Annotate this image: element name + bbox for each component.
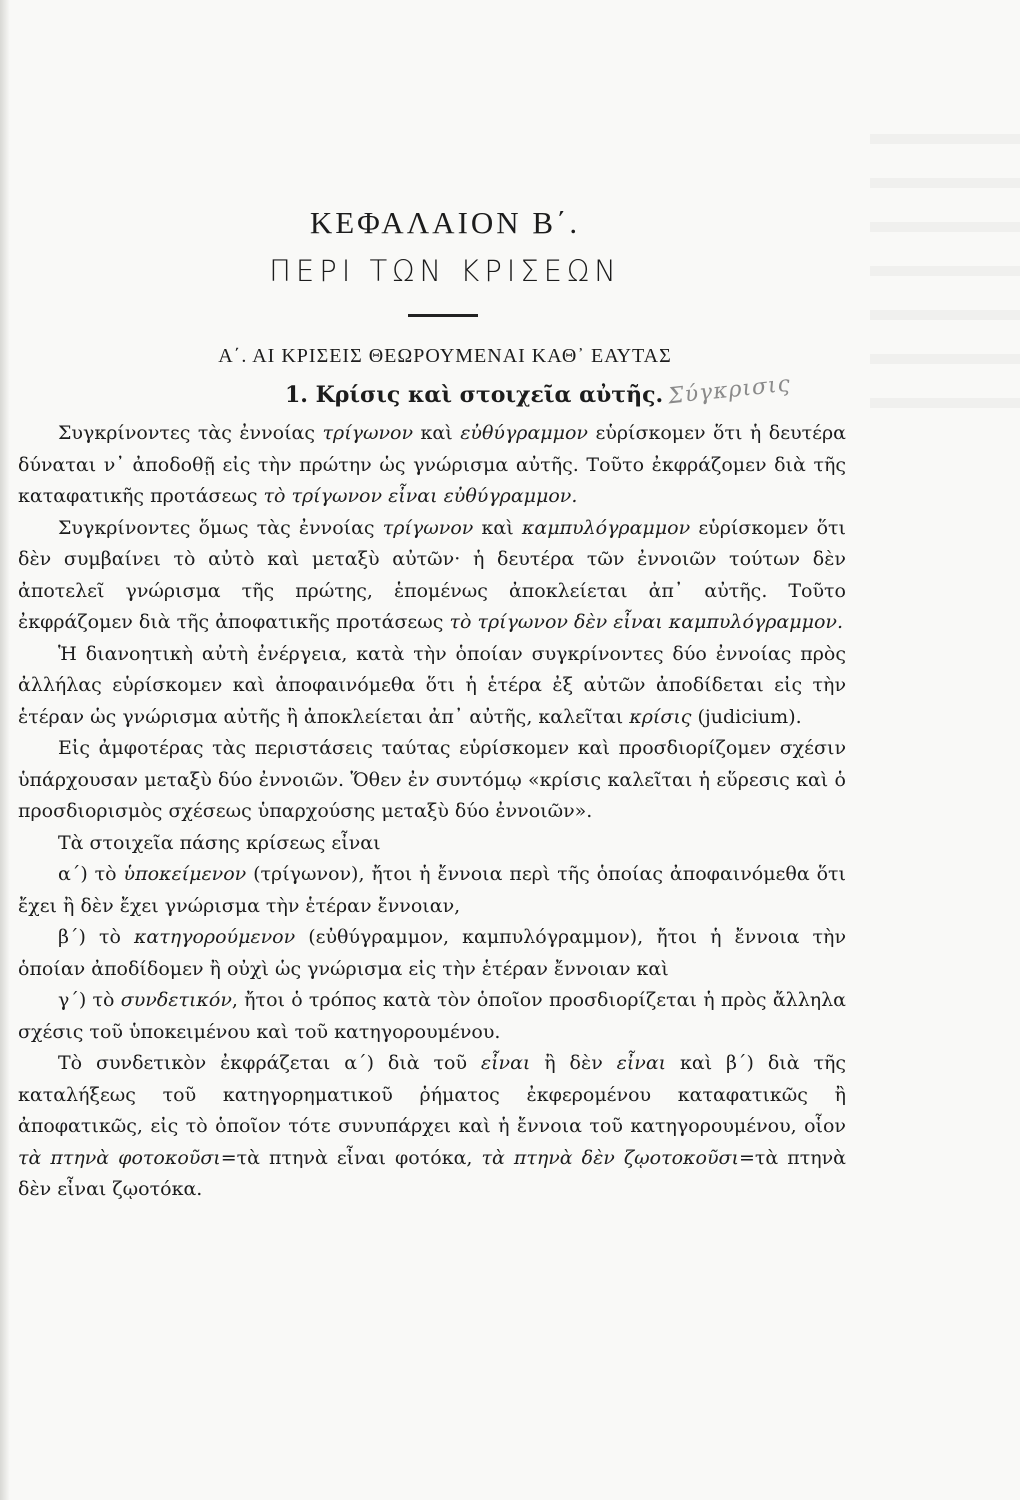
paragraph (18, 513, 846, 639)
emphasized-text: εἶναι (480, 1052, 531, 1074)
text-run: =τὰ πτηνὰ δὲν εἶναι ζῳοτόκα. (18, 1146, 846, 1200)
text-run: (εὐθύγραμμον, καμπυλόγραμμον), ἤτοι ἡ ἔννοια τὴν ὁποίαν ἀποδίδομεν ἢ οὐχὶ ὡς γνώρισμα εἰς τὴν ἑτέραν ἔννοιαν καὶ (18, 926, 846, 980)
emphasized-text: ὑποκείμενον (123, 863, 247, 885)
handwritten-margin-note: Σύγκρισις (667, 371, 793, 410)
emphasized-text: εἶναι (616, 1052, 667, 1074)
paragraph (18, 828, 846, 860)
text-run: Συγκρίνοντες τὰς ἐννοίας (58, 422, 323, 444)
text-run: Ἡ διανοητικὴ αὐτὴ ἐνέργεια, κατὰ τὴν ὁποίαν συγκρίνοντες δύο ἐννοίας πρὸς ἀλλήλας εὑρίσκομεν καὶ ἀποφαινόμεθα ὅτι ἡ ἑτέρα ἐξ αὐτῶν ἀποδίδεται εἰς τὴν ἑτέραν ὡς γνώρισμα αὐτῆς ἢ ἀποκλείεται ἀπ᾿ αὐτῆς, καλεῖται (18, 642, 846, 728)
text-run: Εἰς ἀμφοτέρας τὰς περιστάσεις ταύτας εὑρίσκομεν καὶ προσδιορίζομεν σχέσιν ὑπάρχουσαν μεταξὺ δύο ἐννοιῶν. Ὅθεν ἐν συντόμῳ «κρίσις καλεῖται ἡ εὕρεσις καὶ ὁ προσδιορισμὸς σχέσεως ὑπαρχούσης μεταξὺ δύο ἐννοιῶν». (18, 737, 846, 822)
paragraph (18, 733, 846, 828)
text-run: καὶ (413, 422, 461, 444)
text-run: α΄) τὸ (58, 863, 124, 885)
title-rule (408, 314, 478, 317)
text-run: Τὸ συνδετικὸν ἐκφράζεται α΄) διὰ τοῦ (58, 1052, 481, 1074)
emphasized-text: τρίγωνον (322, 422, 414, 444)
chapter-label: ΚΕΦΑΛΑΙΟΝ Β΄. (309, 205, 581, 240)
emphasized-text: τὸ τρίγωνον δὲν εἶναι καμπυλόγραμμον. (449, 611, 843, 633)
paragraph (18, 418, 846, 513)
paragraph (18, 985, 846, 1048)
paragraph (18, 859, 846, 922)
text-run: (τρίγωνον), ἤτοι ἡ ἔννοια περὶ τῆς ὁποίας ἀποφαινόμεθα ὅτι ἔχει ἢ δὲν ἔχει γνώρισμα τὴν ἑτέραν ἔννοιαν, (18, 863, 846, 917)
emphasized-text: τρίγωνον (382, 516, 474, 539)
text-run: Τὰ στοιχεῖα πάσης κρίσεως εἶναι (58, 831, 381, 854)
text-run: ἢ δὲν (530, 1052, 617, 1074)
text-run: =τὰ πτηνὰ εἶναι φοτόκα, (220, 1146, 482, 1169)
emphasized-text: κατηγορούμενον (133, 926, 296, 948)
chapter-title: ΠΕΡΙ ΤΩΝ ΚΡΙΣΕΩΝ (269, 254, 621, 288)
section-heading: Α΄. ΑΙ ΚΡΙΣΕΙΣ ΘΕΩΡΟΥΜΕΝΑΙ ΚΑΘ᾿ ΕΑΥΤΑΣ (218, 345, 672, 367)
text-run: (judicium). (691, 705, 802, 728)
emphasized-text: εὐθύγραμμον (460, 422, 588, 444)
emphasized-text: κρίσις (629, 705, 692, 728)
paragraph (18, 922, 846, 985)
text-run: , ἤτοι ὁ τρόπος κατὰ τὸν ὁποῖον προσδιορίζεται ἡ πρὸς ἄλληλα σχέσις τοῦ ὑποκειμένου καὶ τοῦ κατηγορουμένου. (18, 989, 846, 1043)
emphasized-text: τὰ πτηνὰ φοτοκοῦσι (18, 1146, 221, 1169)
text-run: εὑρίσκομεν ὅτι δὲν συμβαίνει τὸ αὐτὸ καὶ μεταξὺ αὐτῶν· ἡ δευτέρα τῶν ἐννοιῶν τούτων δὲν ἀποτελεῖ γνώρισμα τῆς πρώτης, ἑπομένως ἀποκλείεται ἀπ᾿ αὐτῆς. Τοῦτο ἐκφράζομεν διὰ τῆς ἀποφατικῆς προτάσεως (18, 516, 846, 633)
emphasized-text: καμπυλόγραμμον (521, 516, 691, 539)
text-run: β΄) τὸ (58, 926, 134, 948)
text-run: καὶ (473, 516, 522, 539)
emphasized-text: συνδετικόν (120, 989, 232, 1011)
subsection-heading: 1. Κρίσις καὶ στοιχεῖα αὐτῆς. (285, 382, 664, 408)
emphasized-text: τὰ πτηνὰ δὲν ζῳοτοκοῦσι (481, 1146, 739, 1169)
text-run: γ΄) τὸ (58, 989, 121, 1011)
paragraph (18, 639, 846, 734)
text-run: καὶ β΄) διὰ τῆς καταλήξεως τοῦ κατηγορηματικοῦ ῥήματος ἐκφερομένου καταφατικῶς ἢ ἀποφατικῶς, εἰς τὸ ὁποῖον τότε συνυπάρχει καὶ ἡ ἔννοια τοῦ κατηγορουμένου, οἷον (18, 1052, 846, 1137)
body-text (18, 418, 846, 1206)
paragraph (18, 1048, 846, 1206)
text-run: εὑρίσκομεν ὅτι ἡ δευτέρα δύναται ν᾿ ἀποδοθῇ εἰς τὴν πρώτην ὡς γνώρισμα αὐτῆς. Τοῦτο ἐκφράζομεν διὰ τῆς καταφατικῆς προτάσεως (18, 422, 846, 507)
show-through-text (870, 100, 1020, 430)
emphasized-text: τὸ τρίγωνον εἶναι εὐθύγραμμον. (263, 485, 578, 507)
text-run: Συγκρίνοντες ὅμως τὰς ἐννοίας (58, 516, 383, 539)
